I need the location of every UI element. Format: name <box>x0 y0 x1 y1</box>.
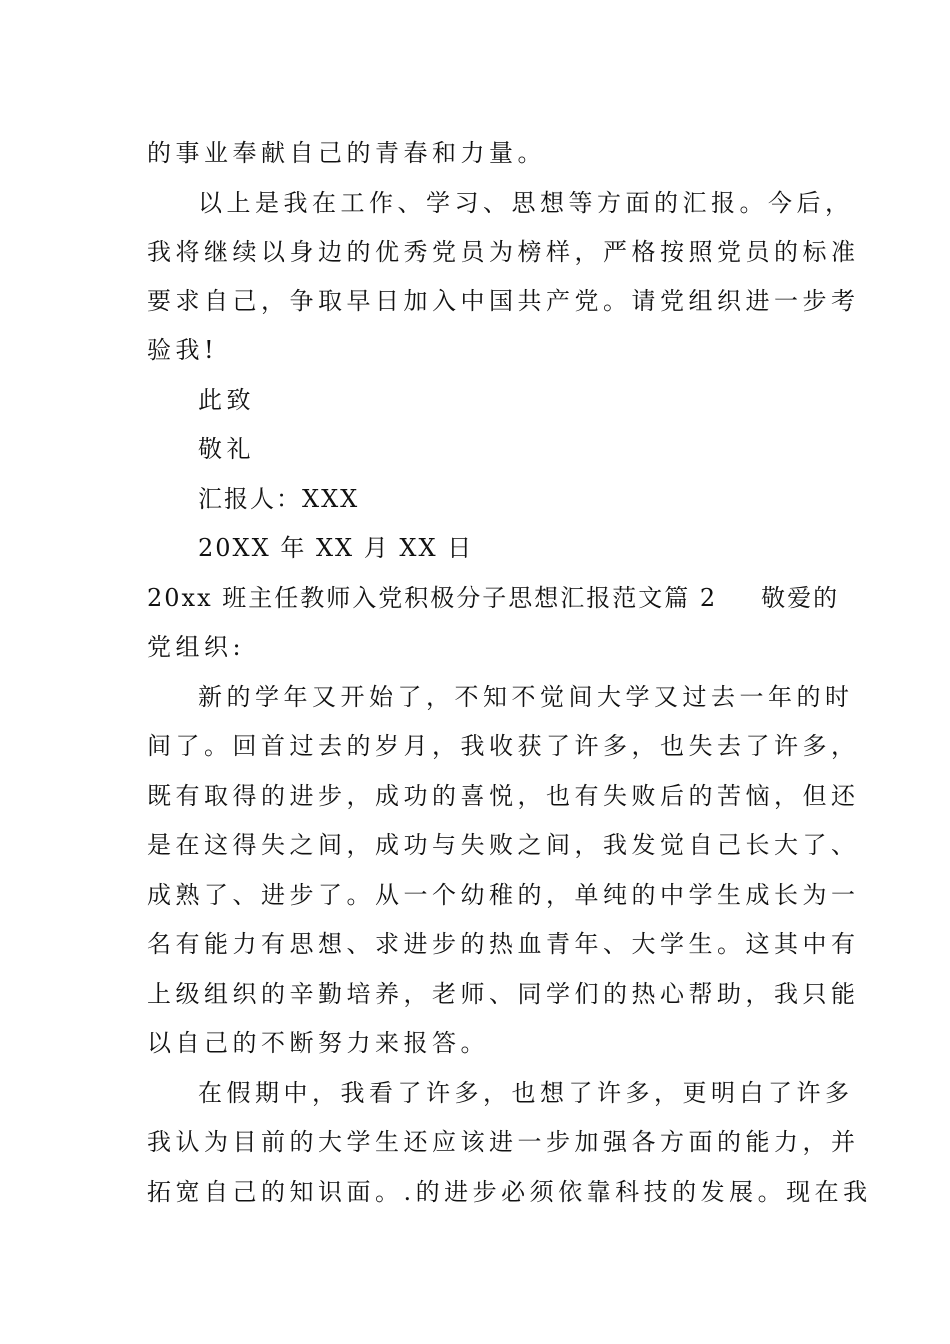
text-line: 以自己的不断努力来报答。 <box>147 1029 489 1057</box>
section-title: 20xx 班主任教师入党积极分子思想汇报范文篇 2 <box>147 584 718 612</box>
text-line: 我将继续以身边的优秀党员为榜样，严格按照党员的标准 <box>147 238 860 266</box>
paragraph-start-line: 以上是我在工作、学习、思想等方面的汇报。今后， <box>198 189 854 217</box>
text-line: 成熟了、进步了。从一个幼稚的，单纯的中学生成长为一 <box>147 881 860 909</box>
closing-regards: 敬礼 <box>198 435 255 463</box>
text-line: 要求自己，争取早日加入中国共产党。请党组织进一步考 <box>147 287 860 315</box>
salutation: 敬爱的 <box>761 584 840 612</box>
paragraph-start-line: 在假期中，我看了许多，也想了许多，更明白了许多 <box>198 1079 854 1107</box>
text-line: 我认为目前的大学生还应该进一步加强各方面的能力，并 <box>147 1128 860 1156</box>
text-line: 的事业奉献自己的青春和力量。 <box>147 139 546 167</box>
text-line: 上级组织的辛勤培养，老师、同学们的热心帮助，我只能 <box>147 980 860 1008</box>
text-line: 间了。回首过去的岁月，我收获了许多，也失去了许多， <box>147 732 860 760</box>
text-line: 党组织: <box>147 633 246 661</box>
text-line: 既有取得的进步，成功的喜悦，也有失败后的苦恼，但还 <box>147 782 860 810</box>
section-title-line <box>147 578 840 618</box>
text-line: 是在这得失之间，成功与失败之间，我发觉自己长大了、 <box>147 831 860 859</box>
text-line: 拓宽自己的知识面。.的进步必须依靠科技的发展。现在我 <box>147 1178 872 1206</box>
reporter-signature: 汇报人：XXX <box>198 485 360 513</box>
closing-salutation: 此致 <box>198 386 255 414</box>
paragraph-start-line: 新的学年又开始了，不知不觉间大学又过去一年的时 <box>198 683 854 711</box>
report-date: 20XX 年 XX 月 XX 日 <box>198 534 474 562</box>
text-line: 验我! <box>147 336 219 364</box>
text-line: 名有能力有思想、求进步的热血青年、大学生。这其中有 <box>147 930 860 958</box>
